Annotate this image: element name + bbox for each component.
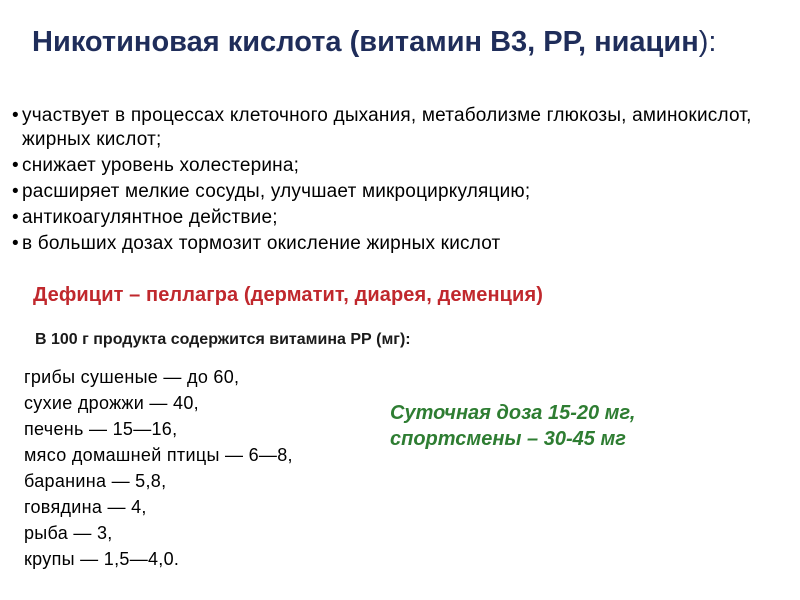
bullet-icon: • — [12, 233, 19, 254]
food-item: рыба — 3, — [24, 523, 113, 543]
list-item-text: расширяет мелкие сосуды, улучшает микроциркуляцию; — [22, 181, 531, 202]
list-item — [12, 232, 782, 256]
list-item-text: антикоагулянтное действие; — [22, 207, 278, 228]
title-rest: ): — [698, 26, 717, 58]
bullet-icon: • — [12, 105, 19, 126]
properties-list — [12, 104, 782, 258]
list-item-text: участвует в процессах клеточного дыхания, метаболизме глюкозы, аминокислот, жирных кислот; — [22, 105, 752, 150]
food-item: мясо домашней птицы — 6—8, — [24, 445, 293, 465]
deficit-note: Дефицит – пеллагра (дерматит, диарея, деменция) — [33, 284, 543, 306]
content-header: В 100 г продукта содержится витамина РР (мг): — [35, 331, 411, 348]
slide-title — [32, 24, 772, 60]
list-item — [12, 180, 782, 204]
list-item — [12, 154, 782, 178]
bullet-icon: • — [12, 181, 19, 202]
bullet-icon: • — [12, 155, 19, 176]
food-item: говядина — 4, — [24, 497, 147, 517]
list-item — [12, 206, 782, 230]
list-item — [12, 104, 782, 152]
list-item-text: снижает уровень холестерина; — [22, 155, 300, 176]
daily-dose-line: Суточная доза 15-20 мг, — [390, 402, 636, 424]
bullet-icon: • — [12, 207, 19, 228]
food-item: сухие дрожжи — 40, — [24, 393, 199, 413]
food-item: баранина — 5,8, — [24, 471, 167, 491]
food-item: грибы сушеные — до 60, — [24, 367, 240, 387]
title-main: Никотиновая кислота (витамин В3, РР, ниацин — [32, 26, 699, 58]
food-item: крупы — 1,5—4,0. — [24, 549, 180, 569]
athletes-dose-line: спортсмены – 30-45 мг — [390, 428, 626, 450]
daily-dose-note — [390, 400, 635, 452]
food-item: печень — 15—16, — [24, 419, 178, 439]
list-item-text: в больших дозах тормозит окисление жирных кислот — [22, 233, 501, 254]
food-list — [24, 364, 293, 572]
